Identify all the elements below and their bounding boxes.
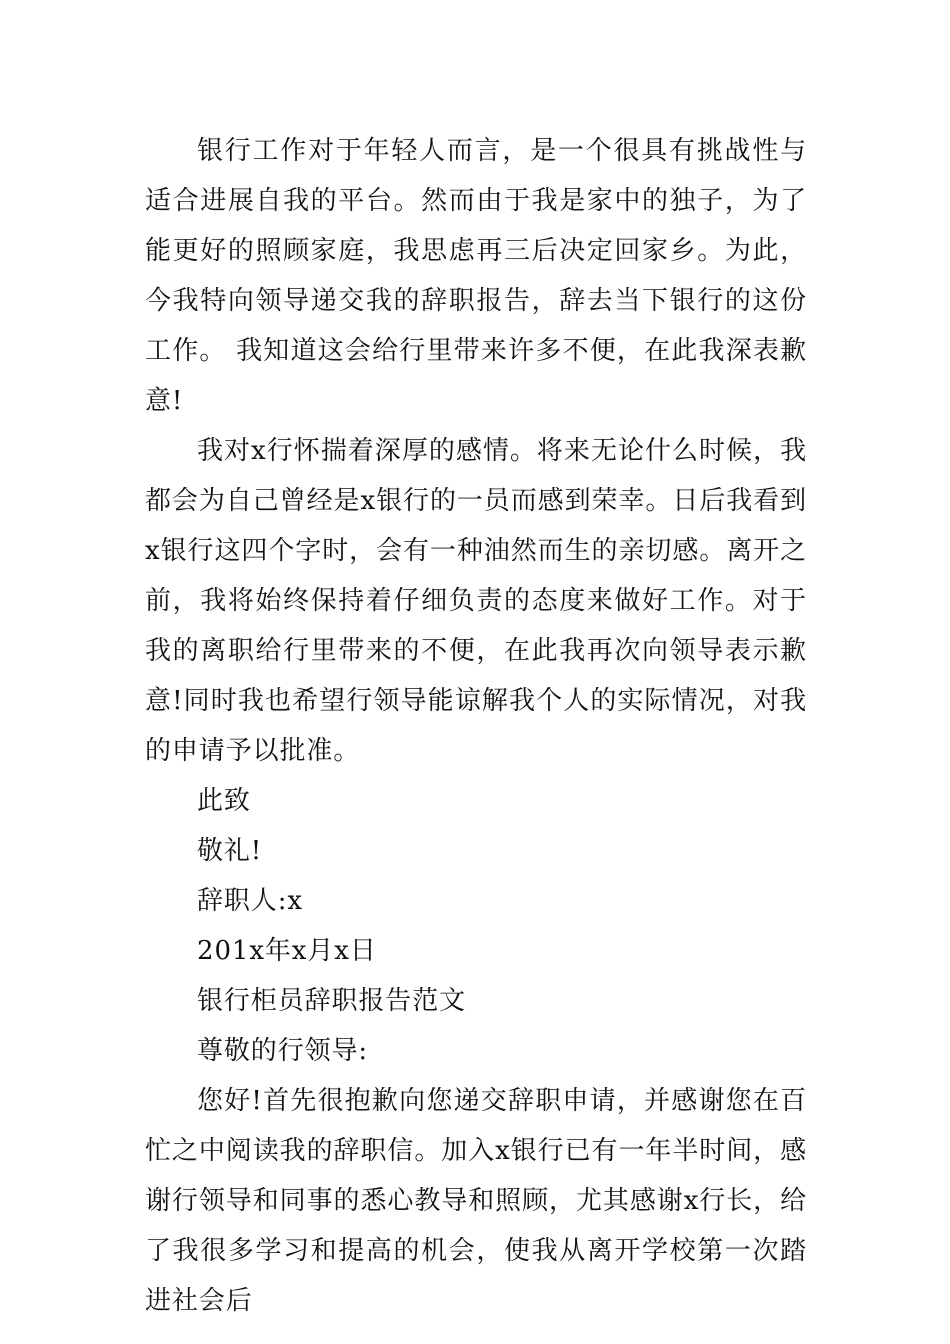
closing-line-1: 此致 (197, 786, 251, 816)
paragraph-opening: 您好!首先很抱歉向您递交辞职申请，并感谢您在百忙之中阅读我的辞职信。加入x银行已有一年半时间，感谢行领导和同事的悉心教导和照顾，尤其感谢x行长，给了我很多学习和提高的机会，使我从离开学校第一次踏进社会后 (145, 1086, 807, 1316)
paragraph-resignation-reason: 银行工作对于年轻人而言，是一个很具有挑战性与适合进展自我的平台。然而由于我是家中的独子，为了能更好的照顾家庭，我思虑再三后决定回家乡。为此，今我特向领导递交我的辞职报告，辞去当下银行的这份工作。 我知道这会给行里带来许多不便，在此我深表歉意! (145, 136, 807, 416)
section-title: 银行柜员辞职报告范文 (197, 986, 467, 1016)
signature-line: 辞职人:x (197, 886, 303, 916)
closing-line-2: 敬礼! (197, 836, 263, 866)
document-body (145, 126, 807, 1326)
salutation-line: 尊敬的行领导: (197, 1036, 369, 1066)
paragraph-gratitude: 我对x行怀揣着深厚的感情。将来无论什么时候，我都会为自己曾经是x银行的一员而感到荣幸。日后我看到x银行这四个字时，会有一种油然而生的亲切感。离开之前，我将始终保持着仔细负责的态度来做好工作。对于我的离职给行里带来的不便，在此我再次向领导表示歉意!同时我也希望行领导能谅解我个人的实际情况，对我的申请予以批准。 (145, 436, 807, 766)
date-line: 201x年x月x日 (197, 936, 377, 966)
